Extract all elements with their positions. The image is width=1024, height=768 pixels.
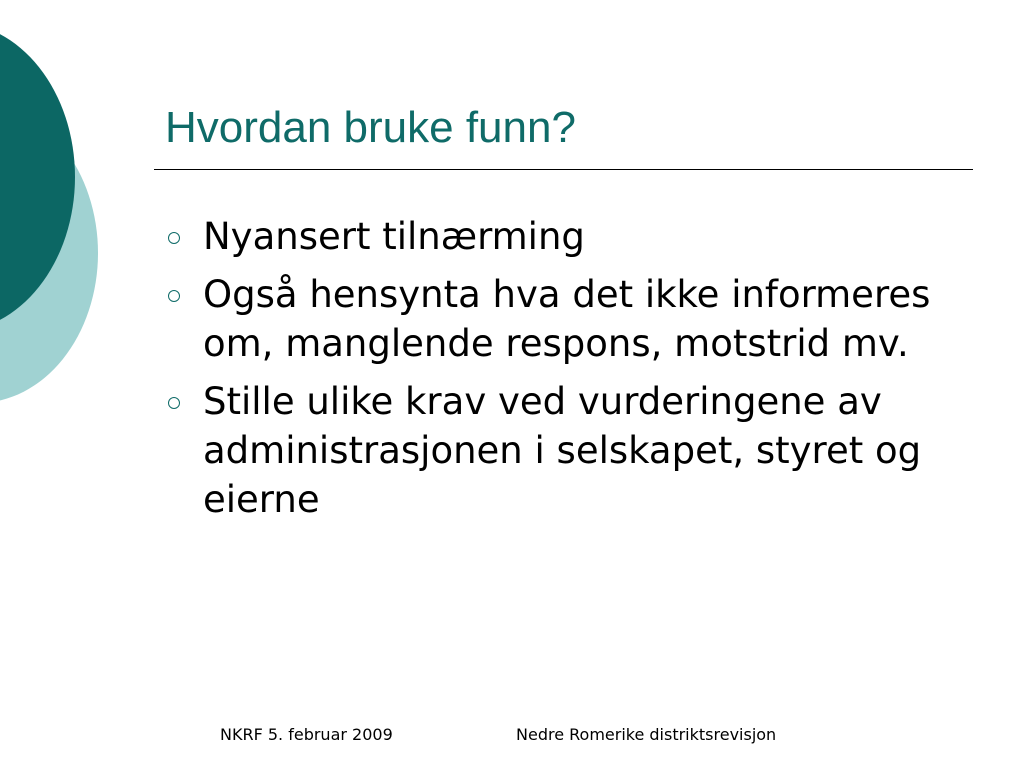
bullet-text: Stille ulike krav ved vurderingene av administrasjonen i selskapet, styret og eierne bbox=[203, 380, 922, 521]
bullet-text: Nyansert tilnærming bbox=[203, 215, 585, 258]
footer-date: NKRF 5. februar 2009 bbox=[220, 725, 393, 744]
bullet-list bbox=[165, 212, 975, 533]
title-divider bbox=[154, 169, 973, 170]
hollow-circle-icon bbox=[168, 232, 180, 244]
bullet-text: Også hensynta hva det ikke informeres om, manglende respons, motstrid mv. bbox=[203, 273, 931, 365]
bullet-item bbox=[165, 212, 975, 261]
bullet-item bbox=[165, 270, 975, 368]
bullet-item bbox=[165, 377, 975, 524]
hollow-circle-icon bbox=[168, 397, 180, 409]
hollow-circle-icon bbox=[168, 290, 180, 302]
slide-title: Hvordan bruke funn? bbox=[165, 103, 576, 152]
footer-organization: Nedre Romerike distriktsrevisjon bbox=[516, 725, 777, 744]
